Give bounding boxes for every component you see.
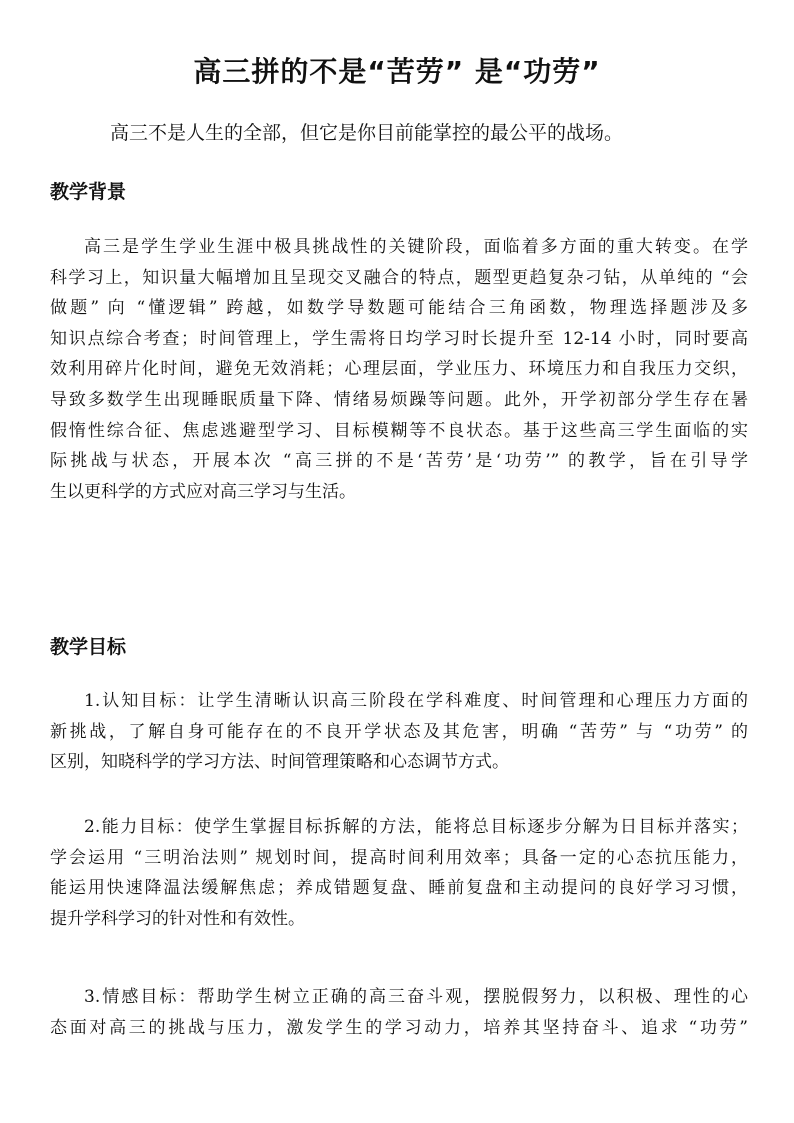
paragraph-line: 导致多数学生出现睡眠质量下降、情绪易烦躁等问题。此外，开学初部分学生存在暑: [50, 389, 748, 410]
paragraph-line: 假惰性综合征、焦虑逃避型学习、目标模糊等不良状态。基于这些高三学生面临的实: [50, 420, 748, 441]
paragraph-line: 效利用碎片化时间，避免无效消耗；心理层面，学业压力、环境压力和自我压力交织，: [50, 359, 748, 380]
paragraph-line: 态面对高三的挑战与压力，激发学生的学习动力，培养其坚持奋斗、追求 “功劳”: [50, 1017, 748, 1038]
paragraph-line: 1.认知目标：让学生清晰认识高三阶段在学科难度、时间管理和心理压力方面的: [84, 691, 748, 711]
section-heading-background: 教学背景: [50, 181, 127, 203]
paragraph-line: 知识点综合考查；时间管理上，学生需将日均学习时长提升至 12-14 小时，同时要高: [50, 328, 748, 349]
paragraph-line: 提升学科学习的针对性和有效性。: [50, 908, 305, 929]
paragraph-line: 新挑战，了解自身可能存在的不良开学状态及其危害，明确 “苦劳” 与 “功劳” 的: [50, 721, 748, 742]
paragraph-line: 做题” 向 “懂逻辑” 跨越，如数学导数题可能结合三角函数，物理选择题涉及多: [50, 298, 748, 319]
subtitle: 高三不是人生的全部，但它是你目前能掌控的最公平的战场。: [110, 122, 624, 144]
paragraph-line: 科学习上，知识量大幅增加且呈现交叉融合的特点，题型更趋复杂刁钻，从单纯的 “会: [50, 267, 748, 288]
paragraph-line: 区别，知晓科学的学习方法、时间管理策略和心态调节方式。: [50, 752, 509, 773]
paragraph-line: 学会运用 “三明治法则” 规划时间，提高时间利用效率；具备一定的心态抗压能力，: [50, 847, 748, 868]
paragraph-line: 际挑战与状态，开展本次 “高三拼的不是‘苦劳’是‘功劳’” 的教学，旨在引导学: [50, 451, 748, 472]
background-paragraph: [50, 232, 748, 507]
objective-ability-paragraph: [50, 812, 748, 934]
paragraph-line: 能运用快速降温法缓解焦虑；养成错题复盘、睡前复盘和主动提问的良好学习习惯，: [50, 878, 748, 899]
objective-cognitive-paragraph: [50, 686, 748, 778]
objective-emotional-paragraph: [50, 982, 748, 1043]
section-heading-objectives: 教学目标: [50, 636, 127, 658]
paragraph-line: 2.能力目标：使学生掌握目标拆解的方法，能将总目标逐步分解为日目标并落实；: [84, 817, 748, 837]
paragraph-line: 3.情感目标：帮助学生树立正确的高三奋斗观，摆脱假努力，以积极、理性的心: [84, 987, 748, 1007]
paragraph-line: 高三是学生学业生涯中极具挑战性的关键阶段，面临着多方面的重大转变。在学: [84, 237, 748, 257]
paragraph-line: 生以更科学的方式应对高三学习与生活。: [50, 481, 356, 502]
page-title: 高三拼的不是“苦劳” 是“功劳”: [193, 55, 601, 88]
